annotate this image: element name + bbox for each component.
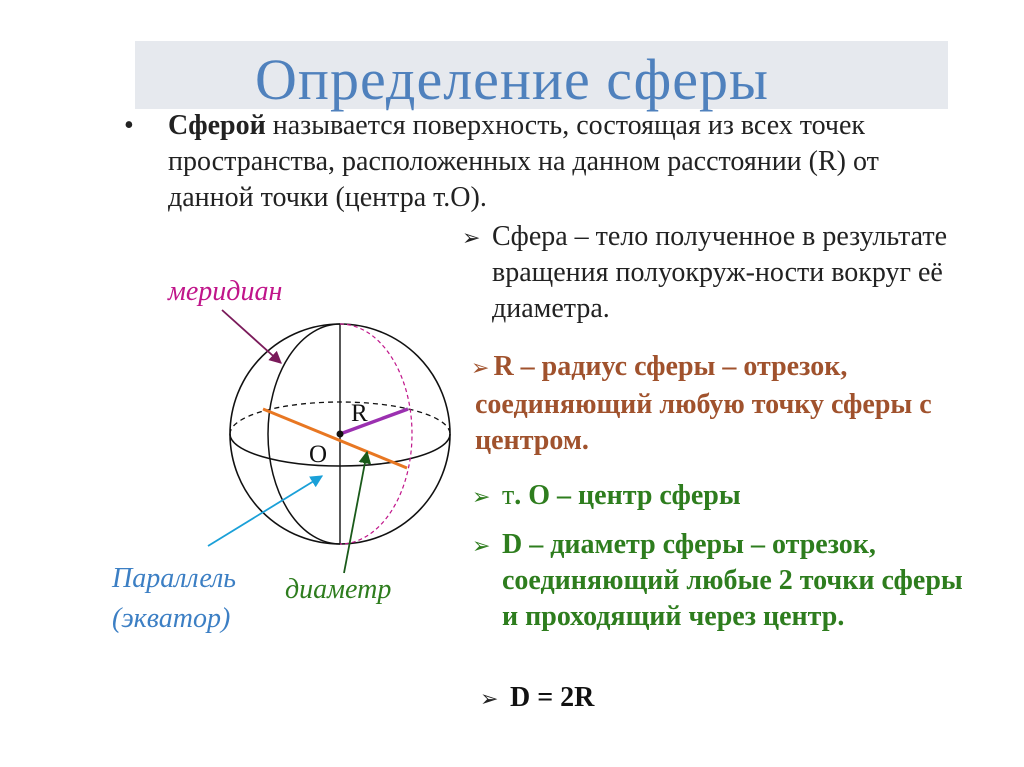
parallel-label [112,559,236,639]
radius-text: R – радиус сферы – отрезок, соединяющий любую точку сферы с центром. [475,351,932,456]
center-label: O [309,441,328,468]
sphere-body-text: Сфера – тело полученное в результате вращения полуокруж-ности вокруг её диаметра. [492,221,947,324]
parallel-label-line1: Параллель [112,563,237,594]
center-point [337,431,344,438]
diameter-label: диаметр [285,574,392,605]
definition-text: называется поверхность, состоящая из всех точек пространства, расположенных на данном расстоянии (R) от данной точки (центра т.О). [168,110,879,213]
center-prefix: т [502,480,515,511]
meridian-back [340,324,412,544]
meridian-label: меридиан [168,276,283,307]
arrowhead-bullet-icon: ➢ [472,534,491,559]
radius-label: R [351,400,368,427]
meridian-front [268,324,340,544]
parallel-label-line2: (экватор) [112,603,231,634]
center-text: . О – центр сферы [514,480,741,511]
definition-term: Сферой [168,110,266,141]
diameter-text: D – диаметр сферы – отрезок, соединяющий любые 2 точки сферы и проходящий через центр. [502,529,963,632]
formula-text: D = 2R [510,682,595,713]
parallel-pointer-arrow [208,476,322,546]
arrowhead-bullet-icon: ➢ [472,485,491,510]
arrowhead-bullet-icon: ➢ [471,356,490,381]
arrowhead-bullet-icon: ➢ [480,687,499,712]
diameter-pointer-arrow [344,452,367,573]
arrowhead-bullet-icon: ➢ [462,226,481,251]
page-title: Определение сферы [255,47,769,112]
bullet-dot-icon: • [124,110,134,141]
meridian-pointer-arrow [222,310,281,363]
